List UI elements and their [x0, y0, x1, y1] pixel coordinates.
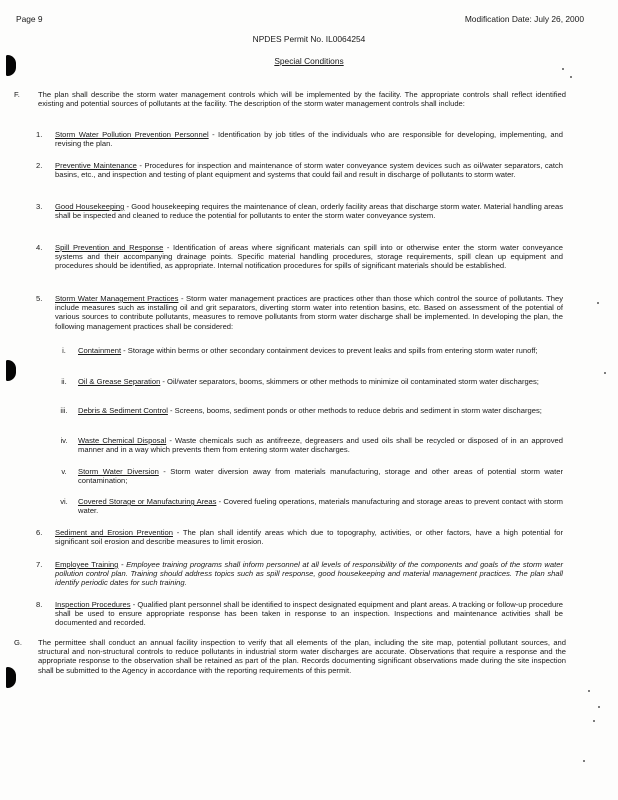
binder-hole-mark [6, 667, 16, 688]
paragraph-f-label: F. [14, 90, 20, 99]
item-number: 6. [36, 528, 43, 537]
item-number: 7. [36, 560, 43, 569]
subitem-body: - Waste chemicals such as antifreeze, degreasers and used oils shall be recycled or disposed of in an approved manner and in a way which prevents them from entering storm water discharges. [78, 436, 564, 455]
scan-speck [593, 720, 595, 722]
binder-hole-mark [6, 360, 16, 381]
subitem-title: Waste Chemical Disposal [78, 436, 167, 445]
item-number: 1. [36, 130, 43, 139]
item-body: - Employee training programs shall inform personnel at all levels of responsibility of the components and goals of the storm water pollution control plan. Training should address topics such as spill response, good housekeeping and material management practices. The plan shall identify periodic dates for such training. [55, 560, 563, 588]
subitem-number: i. [62, 346, 66, 355]
scan-speck [583, 760, 585, 762]
subitem [78, 377, 563, 386]
scan-speck [570, 76, 572, 78]
item-title: Inspection Procedures [55, 600, 131, 609]
subitem [78, 497, 563, 515]
subitem-title: Debris & Sediment Control [78, 406, 168, 415]
scan-speck [588, 690, 590, 692]
section-title: Special Conditions [274, 56, 344, 66]
list-item [55, 243, 563, 271]
item-number: 4. [36, 243, 43, 252]
item-title: Good Housekeeping [55, 202, 125, 211]
item-title: Sediment and Erosion Prevention [55, 528, 173, 537]
subitem-body: - Storage within berms or other secondary containment devices to prevent leaks and spills from entering storm water runoff; [121, 346, 538, 355]
subitem-title: Covered Storage or Manufacturing Areas [78, 497, 217, 506]
item-title: Storm Water Pollution Prevention Personnel [55, 130, 209, 139]
item-number: 8. [36, 600, 43, 609]
item-body: - The plan shall identify areas which due to topography, activities, or other factors, have a high potential for significant soil erosion and describe measures to limit erosion. [55, 528, 563, 547]
item-number: 5. [36, 294, 43, 303]
subitem-title: Containment [78, 346, 122, 355]
permit-number: NPDES Permit No. IL0064254 [252, 34, 366, 44]
scan-speck [597, 302, 599, 304]
subitem-number: ii. [61, 377, 67, 386]
item-body: - Qualified plant personnel shall be identified to inspect designated equipment and plant areas. A tracking or follow-up procedure shall be used to ensure appropriate response has been taken in response to an inspection. Inspections and maintenance activities shall be documented and recorded. [55, 600, 563, 628]
item-body: - Procedures for inspection and maintenance of storm water conveyance system devices such as oil/water separators, catch basins, etc., and inspection and testing of plant equipment and systems that could fail and result in discharge of pollutants to storm water. [55, 161, 563, 180]
item-body: - Storm water management practices are practices other than those which control the source of pollutants. They include measures such as installing oil and grit separators, diverting storm water into retention basins, etc. Based on assessment of the potential of various sources to contribute pollutants, measures to remove pollutants from storm water discharge shall be implemented. In developing the plan, the following management practices shall be considered: [55, 294, 564, 331]
subitem [78, 467, 563, 485]
item-body: - Identification of areas where significant materials can spill into or otherwise enter the storm water conveyance systems and their accompanying drainage points. Specific material handling procedures, storage requirements, spill clean up equipment and procedures should be identified, as appropriate. Internal notification procedures for spills of significant materials should be established. [55, 243, 563, 271]
subitem [78, 436, 563, 454]
list-item [55, 161, 563, 179]
scan-speck [598, 706, 600, 708]
scan-speck [562, 68, 564, 70]
list-item [55, 528, 563, 546]
subitem-title: Storm Water Diversion [78, 467, 159, 476]
subitem-number: v. [61, 467, 67, 476]
paragraph-g-label: G. [14, 638, 23, 647]
modification-date: Modification Date: July 26, 2000 [464, 14, 584, 24]
list-item [55, 202, 563, 220]
subitem-title: Oil & Grease Separation [78, 377, 161, 386]
paragraph-g-text: The permittee shall conduct an annual facility inspection to verify that all elements of the plan, including the site map, potential pollutant sources, and structural and non-structural controls to reduce pollutants in industrial storm water discharges are accurate. Observations that require a response and the appropriate response to the observation shall be retained as part of the plan. Records documenting significant observations made during the site inspection shall be submitted to the Agency in accordance with the reporting requirements of this permit. [38, 638, 566, 675]
scan-speck [604, 372, 606, 374]
item-title: Preventive Maintenance [55, 161, 137, 170]
subitem-number: iv. [60, 436, 68, 445]
subitem-body: - Storm water diversion away from materials manufacturing, storage and other areas of potential storm water contamination; [78, 467, 563, 486]
subitem-body: - Screens, booms, sediment ponds or other methods to reduce debris and sediment in storm water discharges; [167, 406, 542, 415]
page-number: Page 9 [16, 14, 43, 24]
subitem-number: iii. [60, 406, 68, 415]
subitem [78, 406, 563, 415]
list-item [55, 560, 563, 588]
item-body: - Identification by job titles of the individuals who are responsible for developing, implementing, and revising the plan. [55, 130, 563, 149]
list-item [55, 294, 563, 331]
paragraph-f-text: The plan shall describe the storm water management controls which will be implemented by the facility. The appropriate controls shall reflect identified existing and potential sources of pollutants at the facility. The description of the storm water management controls shall include: [38, 90, 566, 109]
subitem [78, 346, 563, 355]
item-number: 3. [36, 202, 43, 211]
list-item [55, 600, 563, 628]
item-body: - Good housekeeping requires the maintenance of clean, orderly facility areas that discharge storm water. Material handling areas shall be inspected and cleaned to reduce the potential for pollutants to enter the storm water conveyance system. [55, 202, 563, 221]
list-item [55, 130, 563, 148]
subitem-body: - Covered fueling operations, materials manufacturing and storage areas to prevent contact with storm water. [78, 497, 563, 516]
item-number: 2. [36, 161, 43, 170]
item-title: Storm Water Management Practices [55, 294, 179, 303]
subitem-body: - Oil/water separators, booms, skimmers or other methods to minimize oil contaminated storm water discharges; [160, 377, 539, 386]
item-title: Employee Training [55, 560, 119, 569]
item-title: Spill Prevention and Response [55, 243, 164, 252]
subitem-number: vi. [60, 497, 68, 506]
